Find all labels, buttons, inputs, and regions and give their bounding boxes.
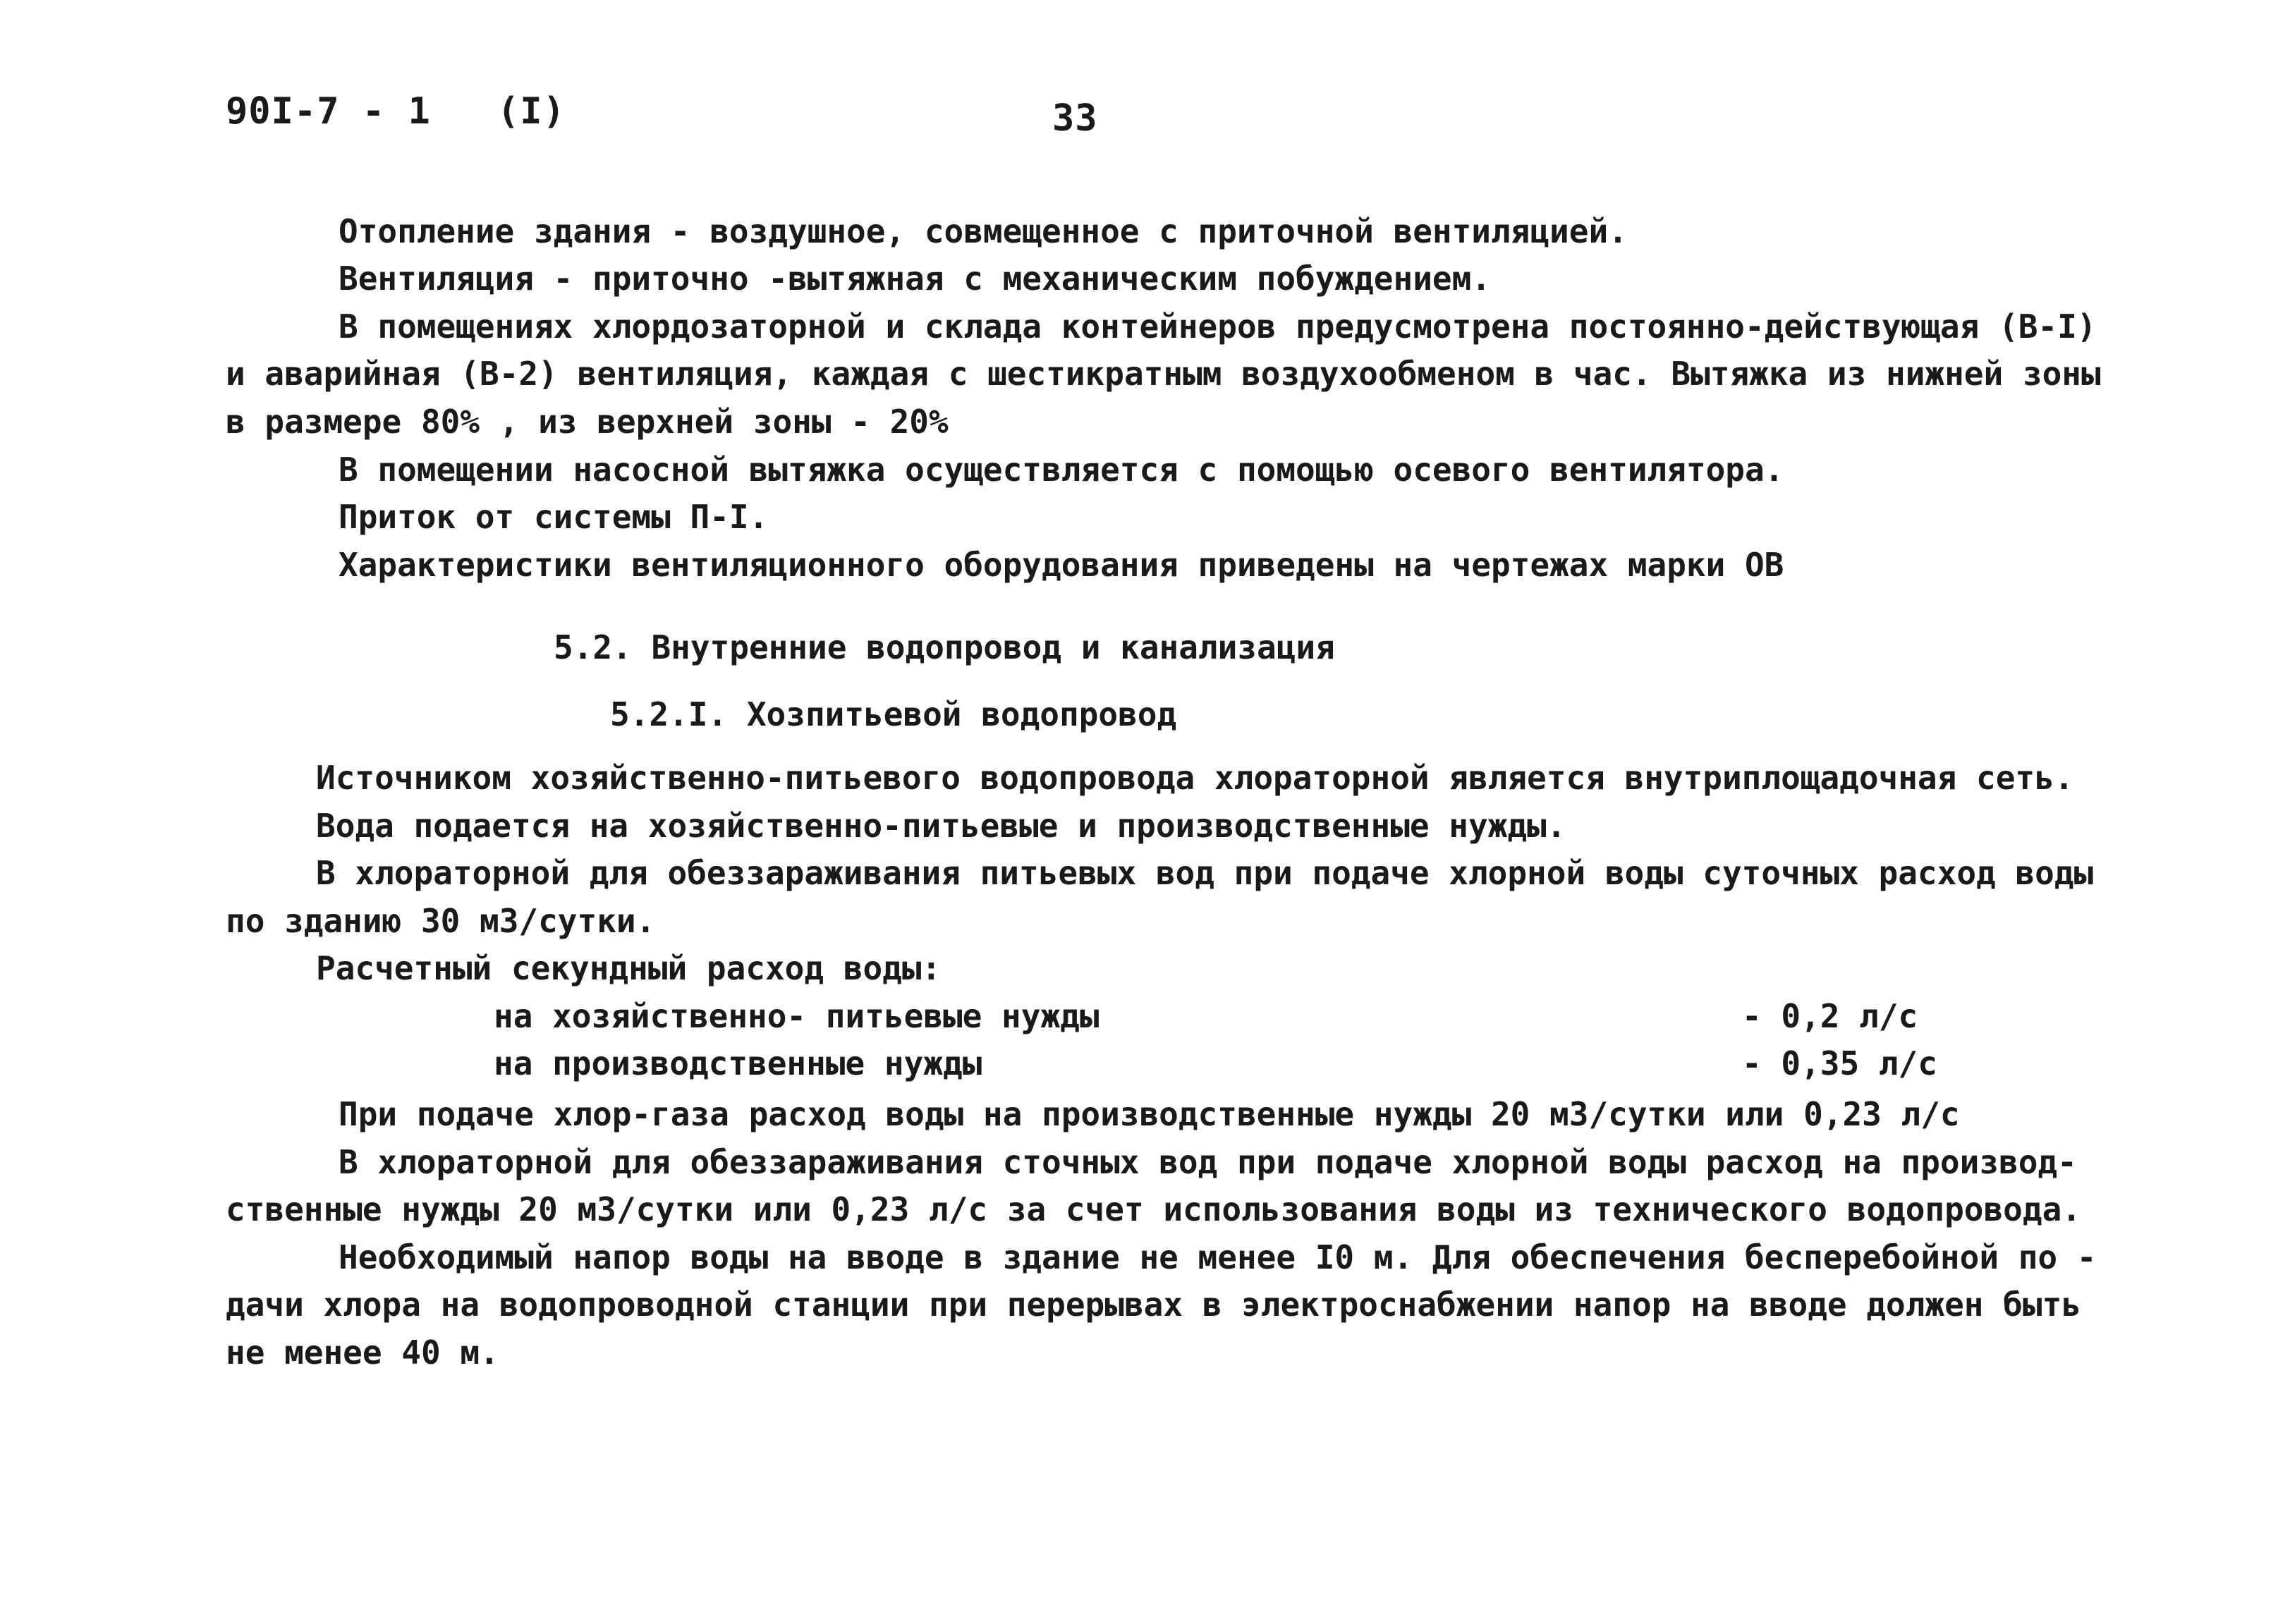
text-line: Приток от системы П-I.: [339, 498, 769, 536]
flow-row: [494, 1044, 1937, 1082]
flow-row: [494, 997, 1918, 1035]
text-line: Вода подается на хозяйственно-питьевые и производственные нужды.: [316, 807, 1566, 845]
section-title: 5.2. Внутренние водопровод и канализация: [554, 628, 1335, 666]
document-code: 90I-7 - 1: [226, 90, 431, 133]
document-part: (I): [497, 90, 566, 133]
text-line: по зданию 30 м3/сутки.: [226, 902, 656, 940]
text-line: и аварийная (В-2) вентиляция, каждая с шестикратным воздухообменом в час. Вытяжка из нижней зоны: [226, 355, 2101, 393]
text-line: Расчетный секундный расход воды:: [316, 949, 942, 987]
flow-label: на производственные нужды: [494, 1044, 982, 1082]
text-line: Характеристики вентиляционного оборудования приведены на чертежах марки ОВ: [339, 546, 1784, 584]
text-line: не менее 40 м.: [226, 1333, 499, 1372]
text-line: Отопление здания - воздушное, совмещенное с приточной вентиляцией.: [339, 212, 1628, 250]
text-line: В помещении насосной вытяжка осуществляется с помощью осевого вентилятора.: [339, 451, 1784, 489]
section-subtitle: 5.2.I. Хозпитьевой водопровод: [610, 695, 1177, 733]
text-line: Вентиляция - приточно -вытяжная с механическим побуждением.: [339, 260, 1491, 298]
text-line: В хлораторной для обеззараживания сточных вод при подаче хлорной воды расход на производ-: [339, 1143, 2077, 1181]
page-number: 33: [1052, 97, 1098, 140]
text-line: При подаче хлор-газа расход воды на производственные нужды 20 м3/сутки или 0,23 л/с: [339, 1095, 1960, 1133]
flow-label: на хозяйственно- питьевые нужды: [494, 997, 1100, 1035]
text-line: Источником хозяйственно-питьевого водопровода хлораторной является внутриплощадочная сеть.: [316, 759, 2074, 797]
text-line: дачи хлора на водопроводной станции при перерывах в электроснабжении напор на вводе должен быть: [226, 1286, 2081, 1324]
text-line: В хлораторной для обеззараживания питьевых вод при подаче хлорной воды суточных расход воды: [316, 854, 2094, 892]
text-line: в размере 80% , из верхней зоны - 20%: [226, 403, 949, 441]
flow-value: - 0,35 л/с: [1742, 1044, 1937, 1082]
text-line: ственные нужды 20 м3/сутки или 0,23 л/с за счет использования воды из технического водопровода.: [226, 1190, 2081, 1228]
text-line: Необходимый напор воды на вводе в здание не менее I0 м. Для обеспечения бесперебойной по -: [339, 1238, 2097, 1276]
flow-value: - 0,2 л/с: [1742, 997, 1918, 1035]
text-line: В помещениях хлордозаторной и склада контейнеров предусмотрена постоянно-действующая (В-I): [339, 307, 2097, 346]
